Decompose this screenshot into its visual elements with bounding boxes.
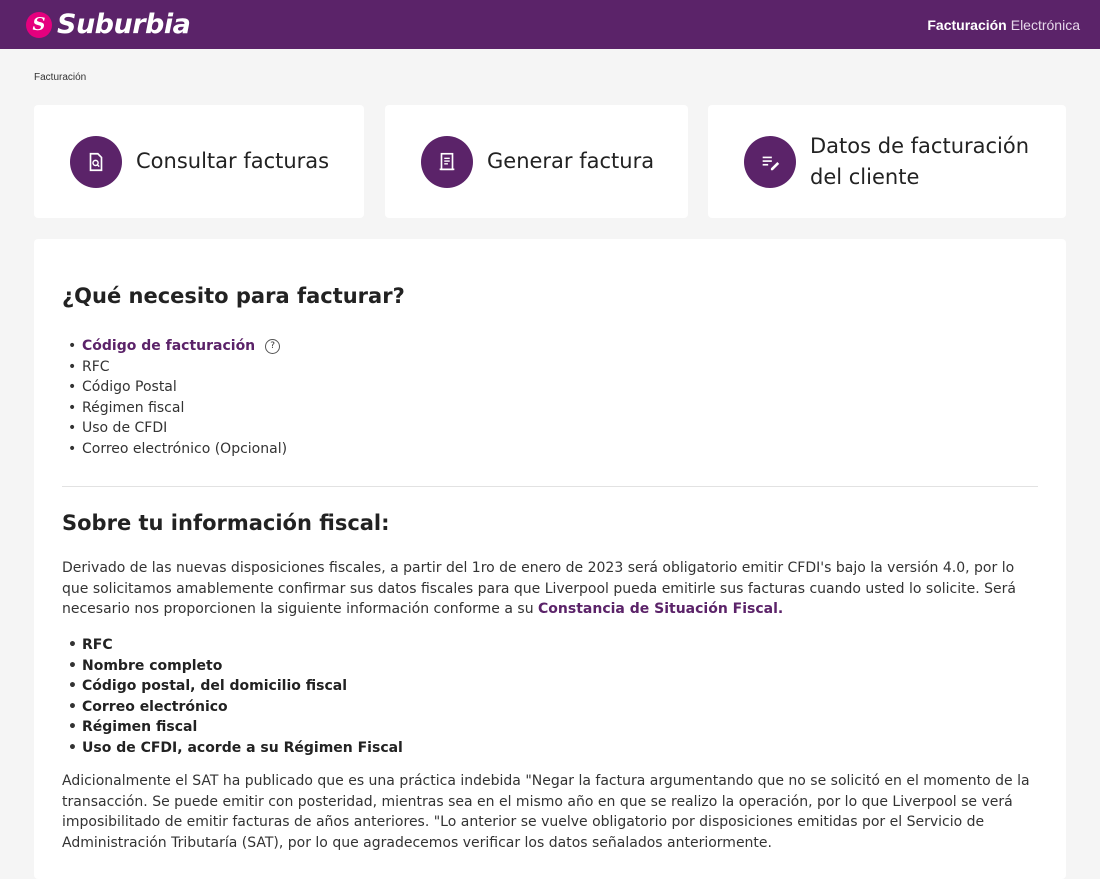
logo-text: Suburbia: [57, 9, 191, 40]
list-item: • Código Postal: [62, 377, 287, 398]
fiscal-info-title: Sobre tu información fiscal:: [62, 511, 390, 535]
list-item: • Nombre completo: [62, 656, 403, 677]
action-cards: [34, 105, 1066, 218]
top-navigation-bar: [0, 0, 1100, 49]
paragraph-text: Derivado de las nuevas disposiciones fiscales, a partir del 1ro de enero de 2023 será obligatorio emitir CFDI's bajo la versión 4.0, por lo que solicitamos amablemente confirmar sus datos fiscales para que Liverpool pueda emitirle sus facturas cuando usted lo solicite. Será necesario nos proporcionen la siguiente información conforme a su: [62, 560, 1016, 618]
constancia-link[interactable]: Constancia de Situación Fiscal.: [538, 601, 784, 618]
list-item[interactable]: [62, 336, 287, 357]
fiscal-paragraph-2: Adicionalmente el SAT ha publicado que es una práctica indebida "Negar la factura argumentando que no se solicitó en el momento de la transacción. Se puede emitir con posteridad, mientras sea en el mismo año en que se realizo la operación, por lo que Liverpool se verá imposibilitado de emitir facturas de años anteriores. "Lo anterior se vuelve obligatorio por disposiciones emitidas por el Servicio de Administración Tributaría (SAT), por lo que agradecemos verificar los datos señalados anteriormente.: [62, 773, 1030, 851]
document-search-icon: [70, 136, 122, 188]
header-title-light: Electrónica: [1010, 16, 1080, 33]
list-item: • Código postal, del domicilio fiscal: [62, 676, 403, 697]
breadcrumb[interactable]: Facturación: [34, 72, 87, 83]
info-panel: [34, 239, 1066, 879]
list-item: • Correo electrónico (Opcional): [62, 439, 287, 460]
list-item: • Uso de CFDI: [62, 418, 287, 439]
list-item: • RFC: [62, 357, 287, 378]
fiscal-paragraph-1: [62, 558, 1038, 620]
receipt-icon: [421, 136, 473, 188]
header-title-bold: Facturación: [927, 16, 1007, 33]
list-item: • Uso de CFDI, acorde a su Régimen Fiscal: [62, 738, 403, 759]
divider: [62, 486, 1038, 487]
card-datos-facturacion[interactable]: [708, 105, 1066, 218]
requirements-title: ¿Qué necesito para facturar?: [62, 284, 405, 308]
logo-mark-icon: S: [26, 12, 52, 38]
list-item: • Régimen fiscal: [62, 717, 403, 738]
requirements-list: [62, 336, 287, 460]
card-label: Consultar facturas: [136, 149, 330, 173]
header-title: [927, 17, 1080, 33]
list-item: • RFC: [62, 635, 403, 656]
help-icon[interactable]: ?: [265, 339, 280, 354]
list-item: • Régimen fiscal: [62, 398, 287, 419]
card-label: Datos de facturación del cliente: [810, 133, 1030, 189]
fiscal-requirements-list: [62, 635, 403, 759]
edit-list-icon: [744, 136, 796, 188]
list-item: • Correo electrónico: [62, 697, 403, 718]
card-consultar-facturas[interactable]: [34, 105, 364, 218]
card-label: Generar factura: [487, 149, 655, 173]
billing-code-link[interactable]: Código de facturación: [82, 338, 256, 354]
card-generar-factura[interactable]: [385, 105, 688, 218]
suburbia-logo[interactable]: [26, 9, 190, 40]
